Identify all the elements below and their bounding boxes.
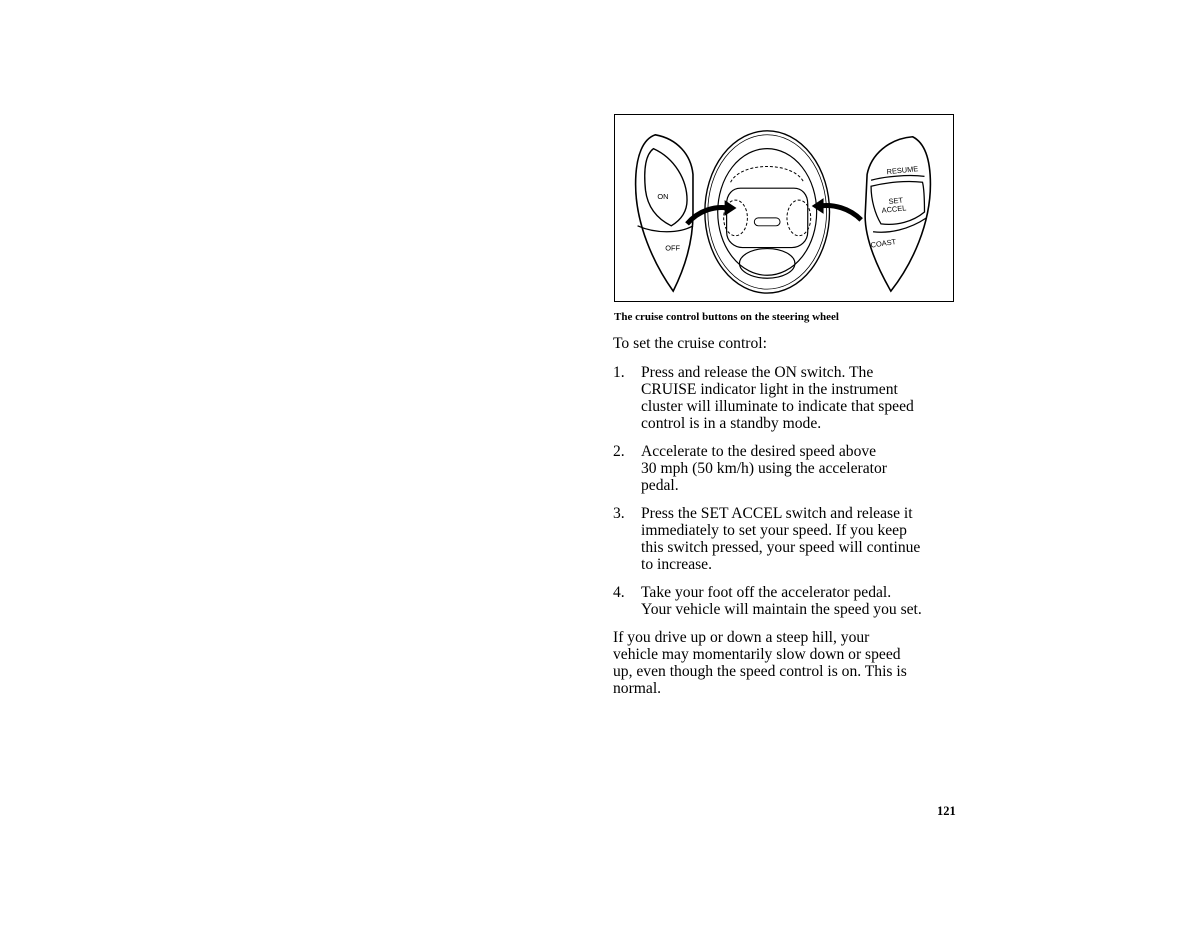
figure-caption: The cruise control buttons on the steering wheel — [614, 311, 839, 323]
closing-line: If you drive up or down a steep hill, your — [613, 629, 870, 646]
right-arrow — [812, 198, 861, 220]
step-line: Take your foot off the accelerator pedal. — [641, 584, 892, 601]
step-line: 30 mph (50 km/h) using the accelerator — [641, 460, 887, 477]
off-switch-label: OFF — [665, 243, 681, 253]
step-line: cluster will illuminate to indicate that speed — [641, 398, 914, 415]
step-text — [641, 443, 963, 494]
closing-line: vehicle may momentarily slow down or speed — [613, 646, 901, 663]
closing-line: up, even though the speed control is on. This is — [613, 663, 907, 680]
step-line: this switch pressed, your speed will continue — [641, 539, 921, 556]
step-line: control is in a standby mode. — [641, 415, 822, 432]
set-switch-label: SET — [888, 195, 904, 207]
resume-switch-label: RESUME — [886, 164, 919, 177]
steps-list — [613, 364, 963, 629]
step-line: immediately to set your speed. If you keep — [641, 522, 907, 539]
steering-wheel-illustration — [615, 115, 953, 301]
coast-switch-label: COAST — [870, 237, 897, 250]
closing-paragraph — [613, 629, 963, 697]
step-text — [641, 364, 963, 432]
accel-switch-label: ACCEL — [881, 203, 907, 215]
left-arrow — [687, 200, 736, 224]
closing-line: normal. — [613, 680, 662, 697]
step-3 — [613, 505, 963, 573]
page-number: 121 — [937, 804, 956, 818]
step-line: Press the SET ACCEL switch and release it — [641, 505, 913, 522]
step-line: to increase. — [641, 556, 713, 573]
step-text — [641, 505, 963, 573]
right-switch-pod — [865, 137, 930, 291]
step-number: 3. — [613, 505, 625, 522]
step-number: 1. — [613, 364, 625, 381]
steering-wheel — [705, 131, 830, 293]
intro-text: To set the cruise control: — [613, 335, 767, 352]
step-line: pedal. — [641, 477, 679, 494]
step-line: CRUISE indicator light in the instrument — [641, 381, 898, 398]
step-number: 2. — [613, 443, 625, 460]
step-2 — [613, 443, 963, 494]
step-number: 4. — [613, 584, 625, 601]
step-1 — [613, 364, 963, 432]
on-switch-label: ON — [657, 192, 669, 202]
left-switch-pod — [636, 135, 693, 291]
step-line: Press and release the ON switch. The — [641, 364, 874, 381]
step-text — [641, 584, 963, 618]
step-4 — [613, 584, 963, 618]
step-line: Accelerate to the desired speed above — [641, 443, 877, 460]
step-line: Your vehicle will maintain the speed you set. — [641, 601, 922, 618]
steering-wheel-figure — [614, 114, 954, 302]
